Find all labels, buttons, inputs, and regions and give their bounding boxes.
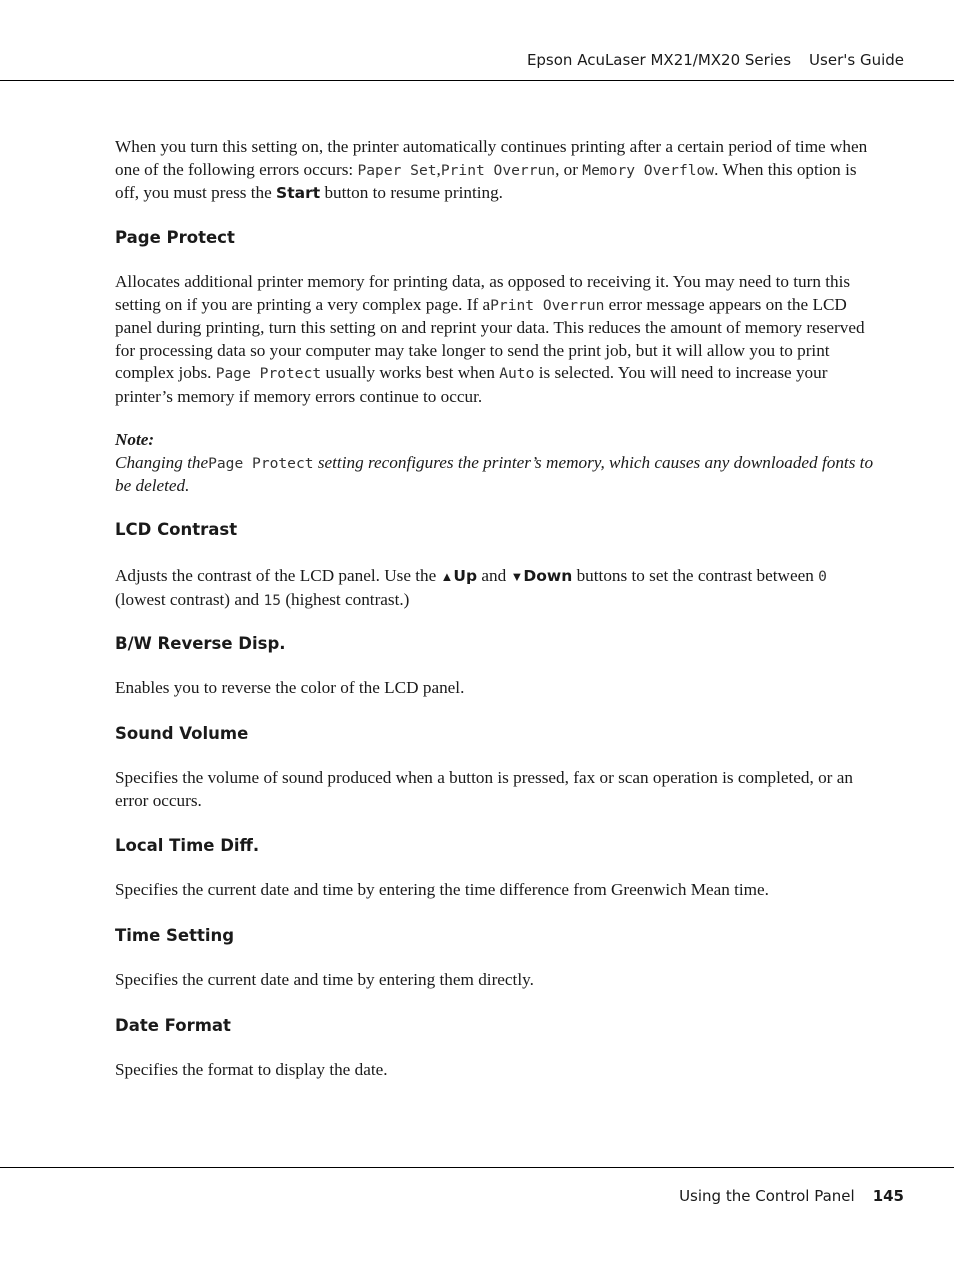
lcd-text-3: buttons to set the contrast between — [576, 566, 814, 585]
header-guide: User's Guide — [809, 51, 904, 69]
header-product: Epson AcuLaser MX21/MX20 Series — [526, 51, 792, 69]
code-page-protect: Page Protect — [215, 365, 322, 383]
up-arrow-icon: ▲ — [440, 569, 454, 584]
code-paper-set: Paper Set — [357, 161, 437, 179]
code-page-protect-note: Page Protect — [208, 454, 314, 472]
heading-lcd-contrast: LCD Contrast — [115, 520, 238, 539]
page-protect-text-4: is selected. You will need to increase your printer’s memory if memory errors continue to occur. — [115, 363, 828, 406]
heading-local-time-diff: Local Time Diff. — [115, 836, 260, 855]
intro-text-2: , — [436, 159, 441, 179]
code-zero: 0 — [818, 568, 827, 585]
lcd-contrast-paragraph — [115, 565, 879, 612]
heading-date-format: Date Format — [115, 1016, 231, 1035]
local-time-paragraph — [115, 879, 879, 902]
date-format-paragraph — [115, 1059, 879, 1082]
date-format-text: Specifies the format to display the date. — [115, 1060, 388, 1079]
header-rule — [0, 80, 954, 81]
bw-reverse-text: Enables you to reverse the color of the LCD panel. — [115, 678, 465, 697]
code-memory-overflow: Memory Overflow — [582, 161, 715, 179]
lcd-text-4: (lowest contrast) and — [115, 589, 260, 609]
footer-section: Using the Control Panel — [679, 1187, 855, 1205]
bw-reverse-paragraph — [115, 677, 879, 700]
intro-text-5: button to resume printing. — [324, 183, 503, 203]
code-auto: Auto — [499, 365, 535, 383]
page-protect-text-3: usually works best when — [325, 363, 495, 383]
sound-volume-paragraph — [115, 767, 879, 812]
time-setting-text: Specifies the current date and time by entering them directly. — [115, 970, 534, 989]
note-title: Note: — [115, 430, 155, 449]
heading-bw-reverse: B/W Reverse Disp. — [115, 634, 286, 653]
page-protect-paragraph — [115, 271, 879, 409]
sound-volume-text: Specifies the volume of sound produced when a button is pressed, fax or scan operation is completed, or an error occurs. — [115, 768, 853, 810]
intro-paragraph — [115, 136, 879, 205]
intro-text-3: , or — [555, 159, 578, 179]
lcd-text-1: Adjusts the contrast of the LCD panel. Use the — [115, 566, 437, 585]
code-print-overrun-2: Print Overrun — [490, 296, 605, 314]
note-block — [115, 429, 879, 498]
code-print-overrun: Print Overrun — [440, 161, 556, 179]
running-footer — [679, 1187, 904, 1205]
heading-page-protect: Page Protect — [115, 228, 235, 247]
time-setting-paragraph — [115, 969, 879, 992]
lcd-text-5: (highest contrast.) — [285, 589, 410, 609]
local-time-text: Specifies the current date and time by entering the time difference from Greenwich Mean time. — [115, 880, 769, 899]
intro-text-1: When you turn this setting on, the printer automatically continues printing after a certain period of time when one of the following errors occurs: — [115, 137, 868, 179]
page-number: 145 — [872, 1187, 904, 1205]
note-text-1: Changing the — [115, 452, 209, 472]
heading-sound-volume: Sound Volume — [115, 724, 249, 743]
up-button-label: Up — [453, 567, 478, 585]
intro-text-4: . When this option is off, you must press the — [115, 159, 857, 203]
down-button-label: Down — [523, 567, 573, 585]
code-fifteen: 15 — [263, 591, 282, 609]
page-protect-text-1: Allocates additional printer memory for printing data, as opposed to receiving it. You may need to turn this setting on if you are printing a very complex page. If a — [115, 272, 851, 314]
footer-rule — [0, 1167, 954, 1168]
note-text-2: setting reconfigures the printer’s memory, which causes any downloaded fonts to be deleted. — [115, 452, 874, 496]
running-header — [527, 51, 904, 69]
start-button-label: Start — [276, 184, 321, 203]
page-protect-text-2: error message appears on the LCD panel during printing, turn this setting on and reprint your data. This reduces the amount of memory reserved for processing data so your computer may take longer to send the print job, but it will allow you to print complex jobs. — [115, 294, 865, 383]
heading-time-setting: Time Setting — [115, 926, 235, 945]
lcd-text-2: and — [481, 566, 507, 585]
down-arrow-icon: ▼ — [510, 569, 524, 584]
